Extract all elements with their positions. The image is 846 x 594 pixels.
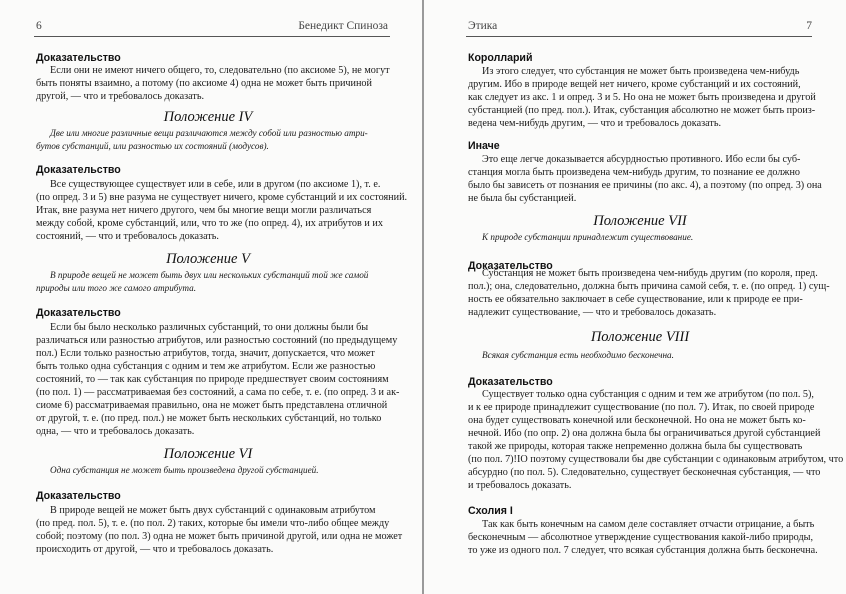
proposition-text: Одна субстанция не может быть произведена другой субстанцией. (50, 465, 319, 475)
text-line: нечной. Ибо (по опр. 2) она должна была бы ограничиваться другой субстанцией (468, 428, 821, 439)
proposition-title: Положение VII (593, 213, 687, 229)
proposition-title: Положение IV (163, 109, 253, 125)
section-heading: Доказательство (36, 490, 121, 502)
section-heading: Доказательство (36, 52, 121, 64)
text-line: быть только одна субстанция с одним и тем же атрибутом. Если же разностью (36, 361, 376, 372)
proposition-text: Всякая субстанция есть необходимо бесконечна. (482, 350, 674, 360)
text-line: сиоме 6) рассматриваемая правильно, она не может быть представлена отличной (36, 400, 388, 411)
text-line: В природе вещей не может быть двух субстанций с одинаковым атрибутом (50, 505, 376, 516)
section-heading: Доказательство (468, 376, 553, 388)
text-line: одна, — что и требовалось доказать. (36, 426, 195, 437)
section-heading: Королларий (468, 52, 533, 64)
text-line: Из этого следует, что субстанция не может быть произведена чем-нибудь (482, 66, 800, 77)
text-line: было бы зависеть от познания ее причины (по акс. 4), а поэтому (по опред. 3) она (468, 180, 822, 191)
running-head: Бенедикт Спиноза (298, 20, 388, 32)
section-heading: Доказательство (36, 307, 121, 319)
text-line: Итак, вне разума нет ничего другого, чем бы многие вещи могли различаться (36, 205, 372, 216)
text-line: пол.); она, следовательно, должна быть причина самой себя, т. е. (по опред. 1) сущ- (468, 281, 830, 292)
text-line: (по пол. 7)!IO поэтому существовали бы две субстанции с одинаковым атрибутом, что (468, 454, 844, 465)
text-line: и требовалось доказать. (468, 480, 572, 491)
text-line: и к ее природе принадлежит существование (по пол. 7). Итак, по своей природе (468, 402, 815, 413)
text-line: различаться или разностью атрибутов, или разностью состояний (по предыдущему (36, 335, 398, 346)
section-heading: Доказательство (36, 164, 121, 176)
text-line: Это еще легче доказывается абсурдностью противного. Ибо если бы суб- (482, 154, 801, 165)
text-line: надлежит существование, — что и требовалось доказать. (468, 307, 717, 318)
proposition-text: природы или того же самого атрибута. (36, 283, 197, 293)
text-line: (по пол. 1) — рассматриваемая без состояний, а сама по себе, т. е. (по опред. 3 и ак- (36, 387, 400, 398)
running-head: Этика (468, 20, 498, 32)
text-line: Если они не имеют ничего общего, то, следовательно (по аксиоме 5), не могут (50, 65, 390, 76)
text-line: от другой, т. е. (по пред. пол.) не может быть нескольких субстанций, но только (36, 413, 382, 424)
proposition-title: Положение VI (163, 446, 253, 462)
text-line: субстанцией (по пред. пол.). Итак, субстанция абсолютно не может быть произ- (468, 105, 816, 116)
text-line: Субстанция не может быть произведена чем-нибудь другим (по короля, пред. (482, 268, 818, 279)
proposition-text: К природе субстанции принадлежит существование. (482, 232, 694, 242)
text-line: ность ее обязательно заключает в себе существование, или к природе ее при- (468, 294, 803, 305)
text-line: то уже из одного пол. 7 следует, что всякая субстанция должна быть бесконечна. (468, 545, 818, 556)
text-line: быть поняты взаимно, а потому (по аксиоме 4) одна не может быть причиной (36, 78, 372, 89)
page-number: 6 (36, 20, 42, 32)
proposition-title: Положение V (166, 251, 250, 267)
right-page (424, 0, 846, 594)
text-line: абсурдно (по пол. 5). Следовательно, существует бесконечная субстанция, — что (468, 467, 821, 478)
text-line: не была бы субстанцией. (468, 193, 577, 204)
text-line: (по опред. 3 и 5) вне разума не существует ничего, кроме субстанций и их состояний. (36, 192, 408, 203)
text-line: состояний, — что и требовалось доказать. (36, 231, 219, 242)
text-line: как следует из акс. 1 и опред. 3 и 5. Но она не может быть произведена и другой (468, 92, 816, 103)
proposition-text: бутов субстанций, или разностью их состояний (модусов). (36, 141, 269, 151)
text-line: состояний, то — так как субстанция по природе предшествует своим состояниям (36, 374, 389, 385)
proposition-text: Две или многие различные вещи различаются между собой или разностью атри- (50, 128, 368, 138)
text-line: такой же природы, которая также непременно должна была бы существовать (468, 441, 803, 452)
section-heading: Иначе (468, 140, 500, 152)
section-heading: Схолия I (468, 505, 513, 517)
text-line: между собой, кроме субстанций, или, что то же (по опред. 4), их атрибутов и их (36, 218, 383, 229)
left-page (0, 0, 422, 594)
text-line: бесконечным — абсолютное утверждение существования какой-либо природы, (468, 532, 814, 543)
text-line: другим. Ибо в природе вещей нет ничего, кроме субстанций и их состояний, (468, 79, 801, 90)
text-line: станция могла быть произведена чем-нибудь другим, то познание ее должно (468, 167, 801, 178)
header-rule (466, 36, 812, 37)
text-line: пол.) Если только разностью атрибутов, тогда, значит, допускается, что может (36, 348, 375, 359)
text-line: Если бы было несколько различных субстанций, то они должны были бы (50, 322, 369, 333)
section-heading: Доказательство (468, 260, 553, 272)
text-line: Так как быть конечным на самом деле составляет отчасти отрицание, а быть (482, 519, 815, 530)
text-line: ведена чем-нибудь другим, — что и требовалось доказать. (468, 118, 722, 129)
text-line: (по пред. пол. 5), т. е. (по пол. 2) таких, которые бы имели что-либо общее между (36, 518, 390, 529)
page-number: 7 (806, 20, 812, 32)
text-line: Существует только одна субстанция с одним и тем же атрибутом (по пол. 5), (482, 389, 814, 400)
proposition-title: Положение VIII (590, 329, 690, 345)
text-line: происходить от другой, — что и требовалось доказать. (36, 544, 274, 555)
text-line: Все существующее существует или в себе, или в другом (по аксиоме 1), т. е. (50, 179, 381, 190)
text-line: собой; поэтому (по пол. 3) одна не может быть причиной другой, или одна не может (36, 531, 403, 542)
text-line: она будет существовать конечной или бесконечной. Но она не может быть ко- (468, 415, 806, 426)
proposition-text: В природе вещей не может быть двух или нескольких субстанций той же самой (50, 270, 369, 280)
header-rule (34, 36, 390, 37)
text-line: другой, — что и требовалось доказать. (36, 91, 205, 102)
